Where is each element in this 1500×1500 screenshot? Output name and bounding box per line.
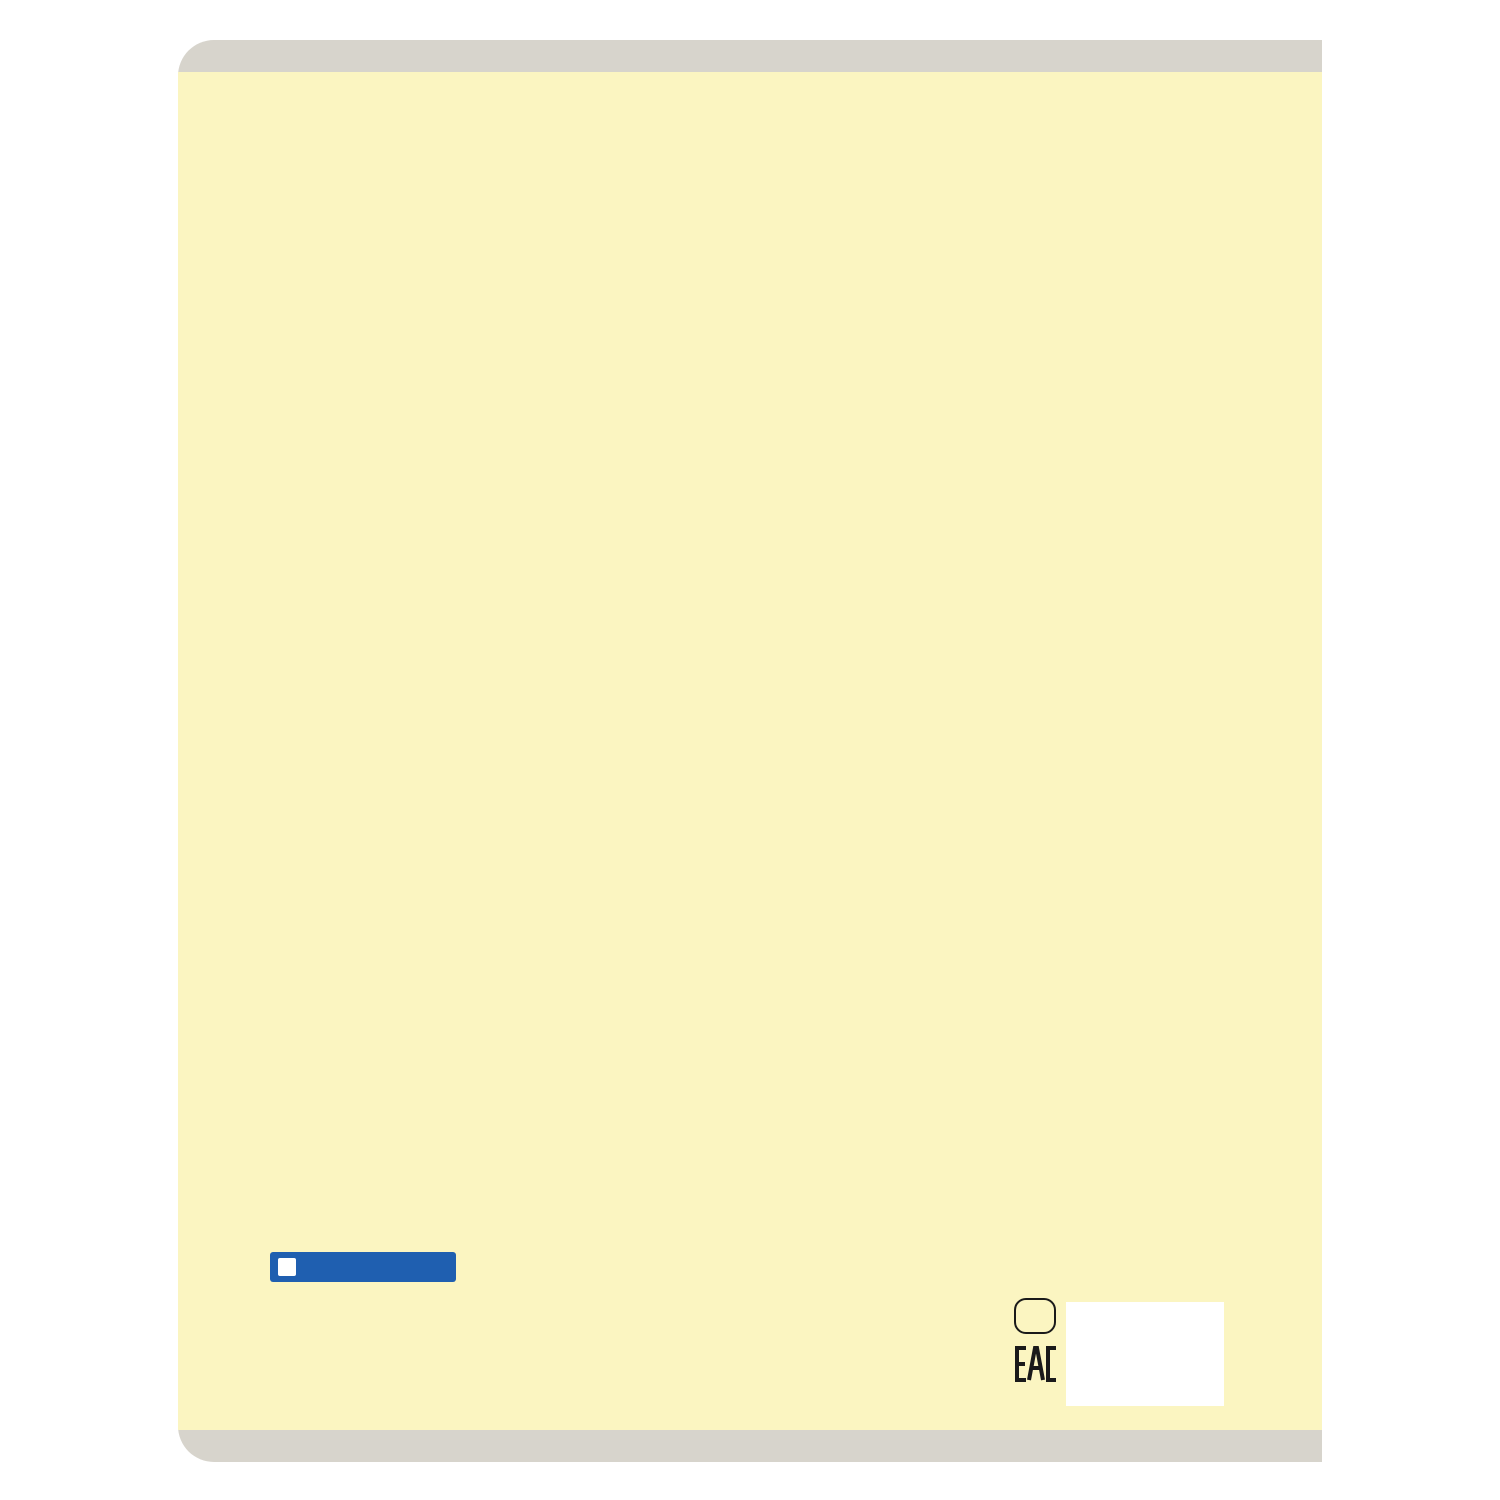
barcode <box>1066 1302 1224 1406</box>
brauberg-logo <box>270 1252 456 1282</box>
age-rating-badge <box>1014 1298 1056 1334</box>
notebook-cover <box>178 72 1322 1430</box>
check-icon <box>278 1258 296 1276</box>
eac-mark-icon <box>1014 1342 1058 1386</box>
footer <box>178 72 1322 1430</box>
barcode-bars <box>1066 1302 1224 1386</box>
